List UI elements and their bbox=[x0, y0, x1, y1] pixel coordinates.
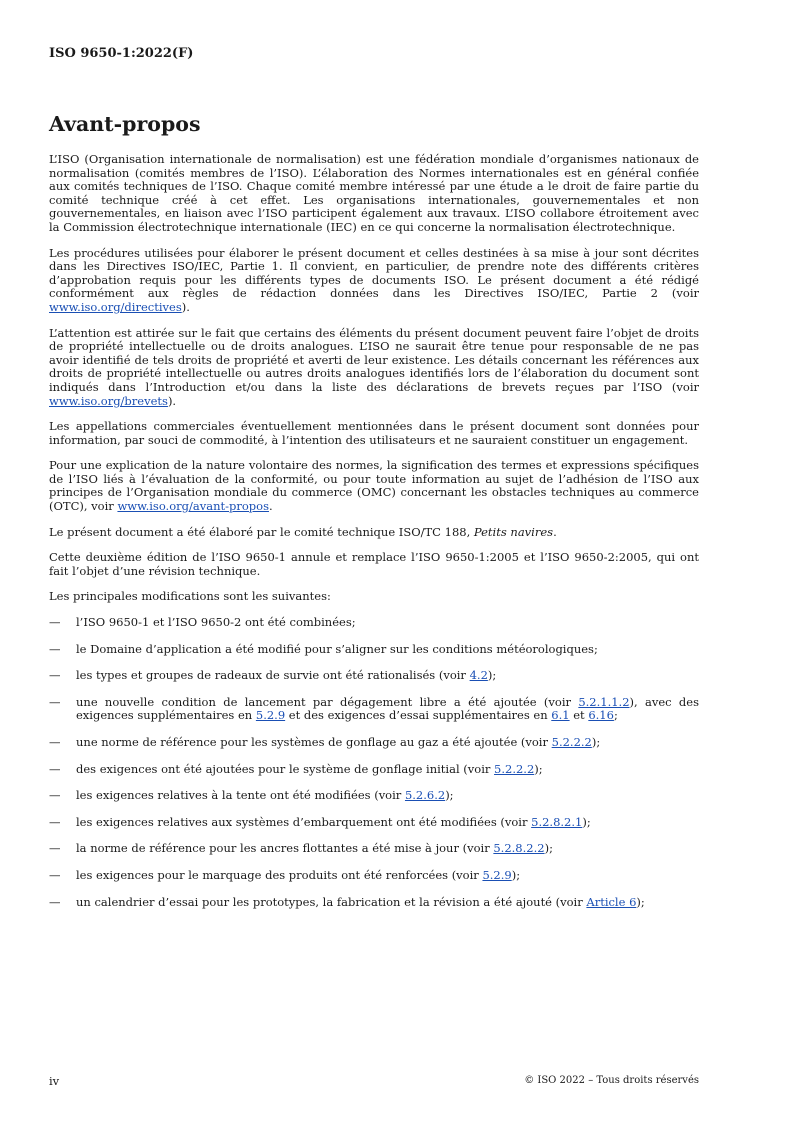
list-item bbox=[49, 789, 699, 803]
dash-bullet: — bbox=[49, 694, 61, 709]
paragraph-text: Pour une explication de la nature volontaire des normes, la signification des termes et expressions spécifiques de l’ISO liés à l’évaluation de la conformité, ou pour toute information au sujet de l’adhésion de l’ISO aux principes de l’Organisation mondiale du commerce (OMC) concernant les obstacles techniques au commerce (OTC), voir bbox=[49, 458, 699, 514]
paragraph-tail: . bbox=[268, 499, 273, 514]
clause-link[interactable]: 5.2.2.2 bbox=[494, 761, 535, 776]
list-item-text: une nouvelle condition de lancement par dégagement libre a été ajoutée (voir bbox=[76, 694, 579, 709]
clause-link[interactable]: 5.2.9 bbox=[255, 708, 286, 723]
list-item bbox=[49, 763, 699, 777]
paragraph-voluntary-nature bbox=[49, 459, 699, 513]
dash-bullet: — bbox=[49, 735, 61, 749]
list-item bbox=[49, 896, 699, 910]
paragraph-committee bbox=[49, 526, 699, 540]
clause-link[interactable]: 5.2.2.2 bbox=[551, 735, 592, 749]
dash-bullet: — bbox=[49, 788, 61, 803]
list-item bbox=[49, 696, 699, 723]
paragraph-text: Le présent document a été élaboré par le comité technique ISO/TC 188, bbox=[49, 524, 474, 539]
document-body bbox=[49, 153, 699, 922]
dash-bullet: — bbox=[49, 668, 61, 683]
patents-link[interactable]: www.iso.org/brevets bbox=[49, 393, 168, 408]
article-link[interactable]: Article 6 bbox=[586, 894, 637, 909]
list-item-text: les exigences relatives à la tente ont été modifiées (voir bbox=[76, 788, 405, 803]
list-item-text: une norme de référence pour les systèmes de gonflage au gaz a été ajoutée (voir bbox=[76, 735, 552, 749]
directives-link[interactable]: www.iso.org/directives bbox=[49, 299, 182, 314]
list-item-text: la norme de référence pour les ancres flottantes a été mise à jour (voir bbox=[76, 841, 494, 856]
list-item-text: et bbox=[569, 708, 589, 723]
paragraph-tail: ). bbox=[181, 299, 190, 314]
dash-bullet: — bbox=[49, 761, 61, 776]
list-item-tail: ); bbox=[582, 814, 591, 829]
list-item-tail: ); bbox=[487, 668, 497, 683]
clause-link[interactable]: 5.2.9 bbox=[482, 867, 512, 882]
clause-link[interactable]: 5.2.6.2 bbox=[404, 788, 446, 803]
list-item-tail: ; bbox=[613, 708, 618, 723]
list-item bbox=[49, 616, 699, 630]
clause-link[interactable]: 5.2.1.1.2 bbox=[578, 694, 630, 709]
list-item bbox=[49, 869, 699, 883]
page-title: Avant-propos bbox=[49, 112, 201, 136]
list-item bbox=[49, 736, 699, 750]
dash-bullet: — bbox=[49, 641, 61, 656]
list-item-text: les exigences pour le marquage des produits ont été renforcées (voir bbox=[76, 867, 483, 882]
list-item-text: des exigences ont été ajoutées pour le système de gonflage initial (voir bbox=[76, 761, 495, 776]
list-item bbox=[49, 842, 699, 856]
list-item-tail: ); bbox=[544, 841, 553, 856]
list-item-tail: ); bbox=[534, 761, 543, 776]
paragraph-text: L’attention est attirée sur le fait que certains des éléments du présent document peuvent faire l’objet de droits de propriété intellectuelle ou de droits analogues. L’ISO ne saurait être tenue pour responsable de ne pas avoir identifié de tels droits de propriété et averti de leur existence. Les détails concernant les références aux droits de propriété intellectuelle ou autres droits analogues identifiés lors de l’élaboration du document sont indiqués dans l’Introduction et/ou dans la liste des déclarations de brevets reçues par l’ISO (voir bbox=[49, 325, 699, 394]
clause-link[interactable]: 6.16 bbox=[588, 708, 614, 723]
paragraph-tail: ). bbox=[167, 393, 177, 408]
list-item-text: les exigences relatives aux systèmes d’embarquement ont été modifiées (voir bbox=[76, 814, 532, 829]
list-item-tail: ); bbox=[591, 735, 601, 749]
paragraph-procedures bbox=[49, 247, 699, 315]
list-item-tail: ); bbox=[636, 894, 645, 909]
list-item-tail: ); bbox=[511, 867, 521, 882]
paragraph-changes-intro: Les principales modifications sont les suivantes: bbox=[49, 589, 331, 604]
list-item-text: les types et groupes de radeaux de survie ont été rationalisés (voir bbox=[76, 668, 470, 683]
clause-link[interactable]: 5.2.8.2.2 bbox=[493, 841, 545, 856]
list-item-text: le Domaine d’application a été modifié pour s’aligner sur les conditions météorologiques; bbox=[76, 641, 598, 656]
paragraph-text: Les procédures utilisées pour élaborer le présent document et celles destinées à sa mise à jour sont décrites dans les Directives ISO/IEC, Partie 1. Il convient, en particulier, de prendre note des différents critères d’approbation requis pour les différents types de documents ISO. Le présent document a été rédigé conformément aux règles de rédaction données dans les Directives ISO/IEC, Partie 2 (voir bbox=[49, 245, 699, 301]
dash-bullet: — bbox=[49, 615, 61, 630]
list-item bbox=[49, 816, 699, 830]
dash-bullet: — bbox=[49, 867, 61, 882]
paragraph-trade-names: Les appellations commerciales éventuellement mentionnées dans le présent document sont données pour information, par souci de commodité, à l’intention des utilisateurs et ne sauraient constituer un engagement. bbox=[49, 419, 699, 447]
list-item-tail: ); bbox=[445, 788, 454, 803]
list-item-text: l’ISO 9650-1 et l’ISO 9650-2 ont été combinées; bbox=[76, 615, 356, 630]
list-item bbox=[49, 669, 699, 683]
clause-link[interactable]: 4.2 bbox=[469, 668, 488, 683]
list-item-text: et des exigences d’essai supplémentaires en bbox=[285, 708, 552, 723]
clause-link[interactable]: 6.1 bbox=[551, 708, 570, 723]
dash-bullet: — bbox=[49, 841, 61, 856]
paragraph-tail: . bbox=[553, 524, 557, 539]
changes-list bbox=[49, 616, 699, 909]
dash-bullet: — bbox=[49, 814, 61, 829]
copyright-notice: © ISO 2022 – Tous droits réservés bbox=[524, 1075, 699, 1086]
paragraph-patents bbox=[49, 327, 699, 409]
committee-title: Petits navires bbox=[473, 524, 554, 539]
dash-bullet: — bbox=[49, 894, 61, 909]
foreword-link[interactable]: www.iso.org/avant-propos bbox=[117, 499, 269, 514]
document-id: ISO 9650-1:2022(F) bbox=[49, 46, 194, 61]
clause-link[interactable]: 5.2.8.2.1 bbox=[531, 814, 583, 829]
list-item-text: un calendrier d’essai pour les prototypes, la fabrication et la révision a été ajouté (voir bbox=[76, 894, 587, 909]
page-number: iv bbox=[49, 1074, 60, 1088]
paragraph-iso-intro: L’ISO (Organisation internationale de normalisation) est une fédération mondiale d’organismes nationaux de normalisation (comités membres de l’ISO). L’élaboration des Normes internationales est en général confiée aux comités techniques de l’ISO. Chaque comité membre intéressé par une étude a le droit de faire partie du comité technique créé à cet effet. Les organisations internationales, gouvernementales et non gouvernementales, en liaison avec l’ISO participent également aux travaux. L’ISO collabore étroitement avec la Commission électrotechnique internationale (IEC) en ce qui concerne la normalisation électrotechnique. bbox=[49, 152, 699, 234]
list-item-text: ), avec des exigences supplémentaires en bbox=[76, 694, 699, 723]
list-item bbox=[49, 643, 699, 657]
paragraph-edition: Cette deuxième édition de l’ISO 9650-1 annule et remplace l’ISO 9650-1:2005 et l’ISO 9650-2:2005, qui ont fait l’objet d’une révision technique. bbox=[49, 550, 699, 578]
